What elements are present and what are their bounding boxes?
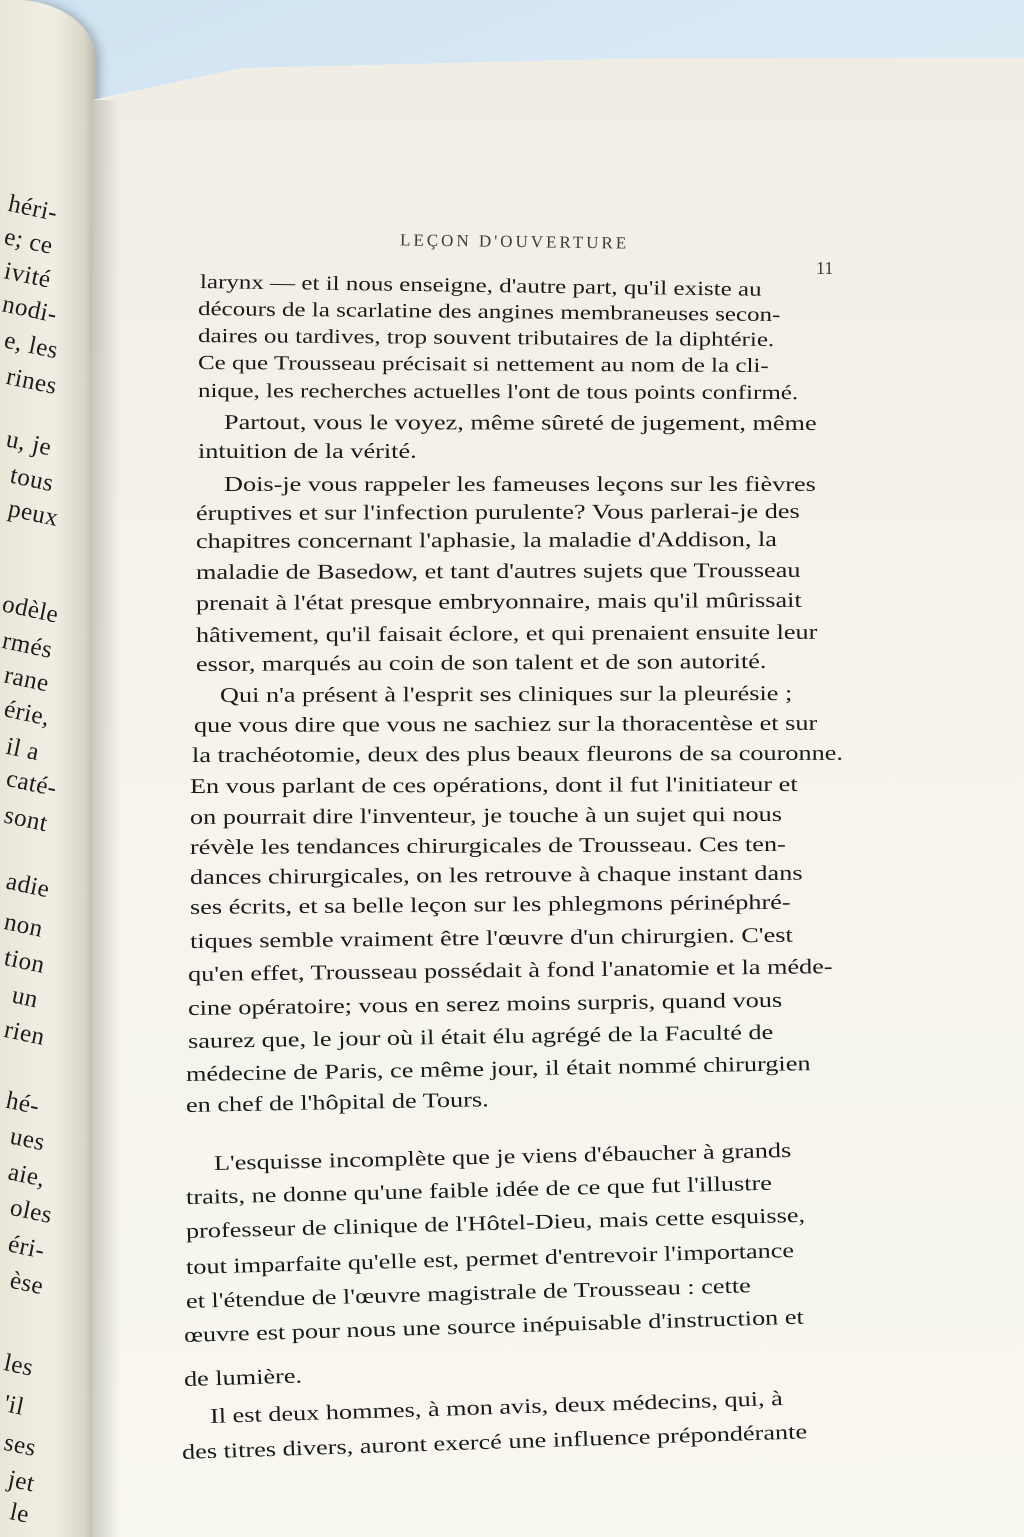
left-page-fragment: il a (3, 732, 42, 767)
text-line: la trachéotomie, deux des plus beaux fleurons de sa couronne. (191, 740, 843, 767)
left-page-fragment: èse (7, 1266, 46, 1301)
text-line: on pourrait dire l'inventeur, je touche à un sujet qui nous (189, 801, 783, 829)
left-page (0, 0, 96, 1537)
left-page-fragment: hé- (3, 1086, 42, 1121)
text-line: en chef de l'hôpital de Tours. (185, 1087, 489, 1117)
text-line: traits, ne donne qu'une faible idée de ce que fut l'illustre (185, 1170, 773, 1209)
left-page-fragment: e, les (1, 326, 61, 365)
text-line: Partout, vous le voyez, même sûreté de jugement, même (223, 410, 817, 436)
left-page-fragment: rmés (0, 627, 55, 664)
text-line: cine opératoire; vous en serez moins surpris, quand vous (187, 987, 783, 1020)
text-line: larynx — et il nous enseigne, d'autre part, qu'il existe au (199, 271, 762, 301)
left-page-fragment: u, je (3, 425, 54, 462)
text-line: de lumière. (183, 1363, 303, 1391)
text-line: tiques semble vraiment être l'œuvre d'un chirurgien. C'est (189, 922, 793, 953)
text-line: que vous dire que vous ne sachiez sur la thoracentèse et sur (193, 710, 818, 737)
text-line: En vous parlant de ces opérations, dont il fut l'initiateur et (189, 771, 798, 798)
running-header: LEÇON D'OUVERTURE (399, 230, 630, 253)
text-line: et l'étendue de l'œuvre magistrale de Trousseau : cette (185, 1273, 752, 1313)
text-line: des titres divers, auront exercé une influence prépondérante (181, 1419, 808, 1464)
left-page-fragment: éri- (5, 1230, 48, 1265)
left-page-fragment: odèle (0, 590, 61, 629)
text-line: qu'en effet, Trousseau possédait à fond l'anatomie et la méde- (187, 954, 833, 986)
text-line: ses écrits, et sa belle leçon sur les phlegmons périnéphré- (189, 889, 791, 919)
text-line: chapitres concernant l'aphasie, la maladie d'Addison, la (195, 526, 777, 553)
text-line: révèle les tendances chirurgicales de Trousseau. Ces ten- (189, 831, 786, 859)
text-line: intuition de la vérité. (198, 439, 417, 463)
page-number: 11 (816, 258, 834, 278)
left-page-fragment: nodi- (0, 290, 60, 329)
text-line: essor, marqués au coin de son talent et de son autorité. (195, 649, 767, 676)
left-page-fragment: adie (3, 867, 53, 904)
text-line: professeur de clinique de l'Hôtel-Dieu, mais cette esquisse, (185, 1202, 806, 1243)
text-line: Il est deux hommes, à mon avis, deux médecins, qui, à (209, 1386, 784, 1428)
left-page-fragment: rines (3, 362, 60, 401)
left-page-fragment: aie, (5, 1158, 48, 1193)
left-page-fragment: ues (7, 1122, 48, 1157)
text-line: daires ou tardives, trop souvent tributaires de la diphtérie. (197, 325, 775, 352)
gutter-shadow (92, 100, 120, 1537)
text-line: décours de la scarlatine des angines membraneuses secon- (197, 298, 781, 327)
left-page-fragment: tous (7, 461, 57, 498)
left-page-fragment: rane (1, 661, 52, 698)
text-line: Dois-je vous rappeler les fameuses leçons sur les fièvres (224, 472, 816, 496)
left-page-fragment: caté- (3, 764, 60, 803)
left-page-fragment: non (1, 908, 46, 943)
text-line: Ce que Trousseau précisait si nettement au nom de la cli- (197, 352, 769, 377)
left-page-fragment: sont (1, 801, 51, 838)
left-page-fragment: le (7, 1498, 32, 1529)
text-line: L'esquisse incomplète que je viens d'ébaucher à grands (213, 1137, 792, 1175)
text-line: nique, les recherches actuelles l'ont de tous points confirmé. (197, 380, 799, 405)
left-page-fragment: 'il (1, 1390, 27, 1421)
left-page-fragment: jet (5, 1465, 38, 1498)
text-line: hâtivement, qu'il faisait éclore, et qui prenaient ensuite leur (195, 619, 818, 647)
left-page-fragment: e; ce (1, 223, 56, 260)
left-page-fragment: les (1, 1349, 36, 1382)
text-line: Qui n'a présent à l'esprit ses cliniques sur la pleurésie ; (219, 681, 793, 707)
text-line: maladie de Basedow, et tant d'autres sujets que Trousseau (195, 557, 801, 584)
left-page-fragment: oles (7, 1193, 55, 1230)
text-line: prenait à l'état presque embryonnaire, mais qu'il mûrissait (195, 587, 802, 615)
text-line: médecine de Paris, ce même jour, il était nommé chirurgien (185, 1051, 811, 1086)
left-page-fragment: érie, (1, 695, 53, 732)
left-page-fragment: rien (1, 1016, 48, 1051)
left-page-fragment: tion (1, 944, 48, 979)
left-page-fragment: ses (1, 1428, 39, 1463)
text-line: œuvre est pour nous une source inépuisable d'instruction et (183, 1304, 805, 1347)
left-page-fragment: ivité (1, 257, 54, 294)
left-page-fragment: un (9, 981, 41, 1014)
text-line: tout imparfaite qu'elle est, permet d'entrevoir l'importance (185, 1238, 795, 1279)
left-page-fragment: peux (5, 495, 61, 532)
text-line: dances chirurgicales, on les retrouve à chaque instant dans (189, 860, 803, 889)
left-page-fragment: héri- (5, 190, 61, 227)
text-line: éruptives et sur l'infection purulente? Vous parlerai-je des (195, 498, 800, 525)
text-line: saurez que, le jour où il était élu agrégé de la Faculté de (187, 1019, 774, 1053)
